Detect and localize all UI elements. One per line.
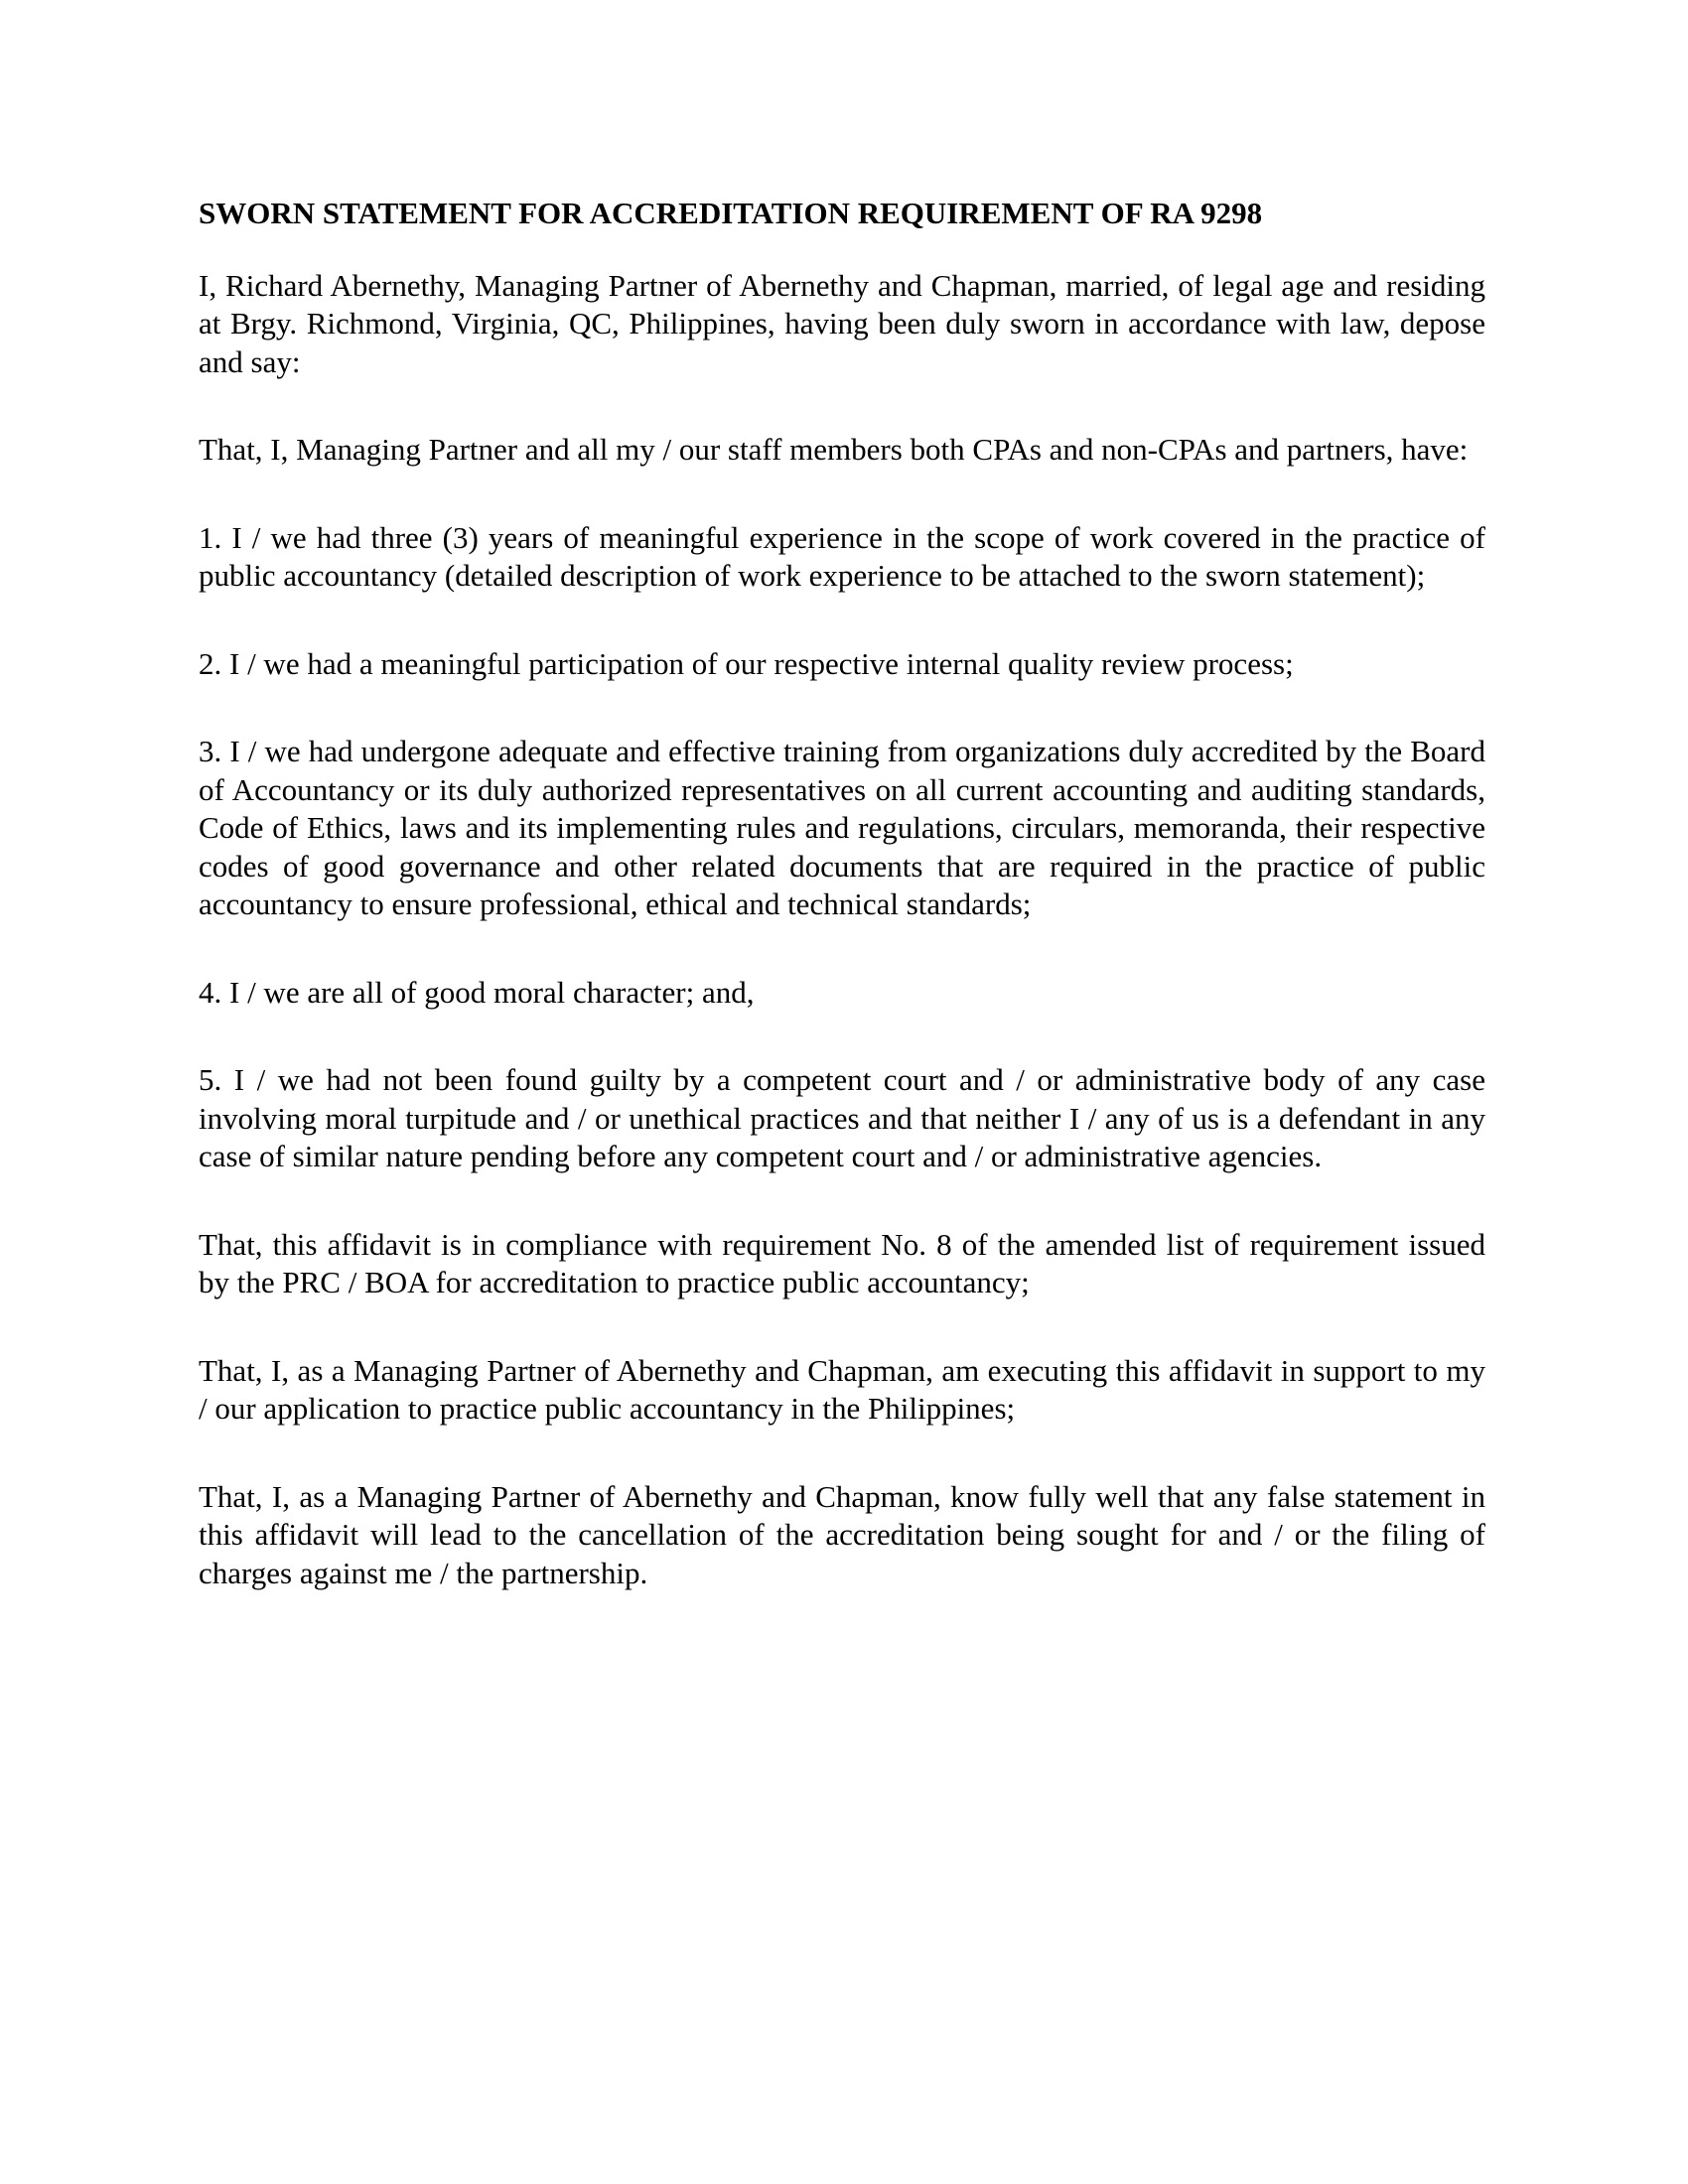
item-4-paragraph: 4. I / we are all of good moral character; and, (199, 974, 755, 1010)
compliance-paragraph: That, this affidavit is in compliance with requirement No. 8 of the amended list of requirement issued by the PRC / BOA for accreditation to practice public accountancy; (199, 1226, 1485, 1299)
item-2-paragraph: 2. I / we had a meaningful participation of our respective internal quality review process; (199, 645, 1294, 681)
false-statement-paragraph: That, I, as a Managing Partner of Abernethy and Chapman, know fully well that any false statement in this affidavit will lead to the cancellation of the accreditation being sought for and / or the filing of charges against me / the partnership. (199, 1478, 1485, 1590)
support-paragraph: That, I, as a Managing Partner of Abernethy and Chapman, am executing this affidavit in support to my / our application to practice public accountancy in the Philippines; (199, 1352, 1485, 1426)
item-1-paragraph: 1. I / we had three (3) years of meaningful experience in the scope of work covered in the practice of public accountancy (detailed description of work experience to be attached to the sworn statement); (199, 519, 1485, 593)
document-title: SWORN STATEMENT FOR ACCREDITATION REQUIREMENT OF RA 9298 (199, 196, 1263, 230)
item-3-paragraph: 3. I / we had undergone adequate and effective training from organizations duly accredited by the Board of Accountancy or its duly authorized representatives on all current accounting and auditing standards, Code of Ethics, laws and its implementing rules and regulations, circulars, memoranda, their respective codes of good governance and other related documents that are required in the practice of public accountancy to ensure professional, ethical and technical standards; (199, 734, 1485, 921)
declaration-intro-paragraph: That, I, Managing Partner and all my / our staff members both CPAs and non-CPAs and partners, have: (199, 432, 1469, 467)
item-5-paragraph: 5. I / we had not been found guilty by a competent court and / or administrative body of any case involving moral turpitude and / or unethical practices and that neither I / any of us is a defendant in any case of similar nature pending before any competent court and / or administrative agencies. (199, 1062, 1485, 1173)
affiant-intro-paragraph: I, Richard Abernethy, Managing Partner of Abernethy and Chapman, married, of legal age and residing at Brgy. Richmond, Virginia, QC, Philippines, having been duly sworn in accordance with law, depose and say: (199, 267, 1485, 379)
document-body (199, 195, 1485, 1592)
